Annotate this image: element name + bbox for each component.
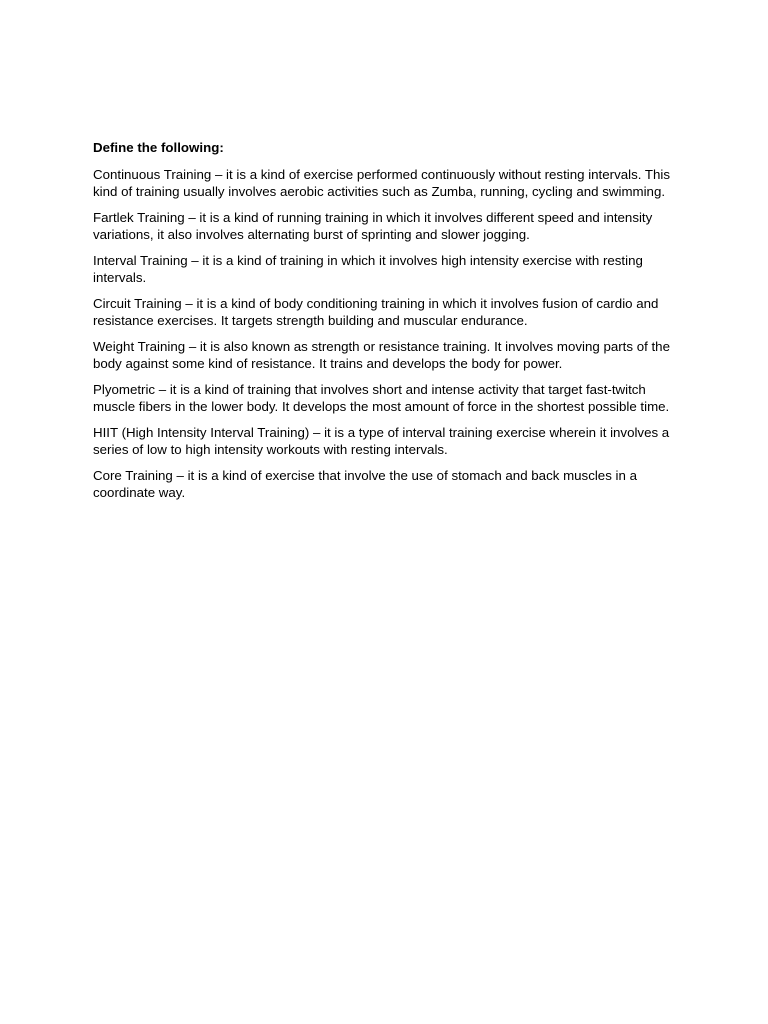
definition-plyometric: Plyometric – it is a kind of training that involves short and intense activity that target fast-twitch muscle fibers in the lower body. It develops the most amount of force in the shortest possible time.: [93, 382, 670, 414]
definition-fartlek-training: Fartlek Training – it is a kind of running training in which it involves different speed and intensity variations, it also involves alternating burst of sprinting and slower jogging.: [93, 210, 653, 242]
document-body: [93, 139, 683, 510]
definition-core-training: Core Training – it is a kind of exercise that involve the use of stomach and back muscles in a coordinate way.: [93, 468, 637, 500]
definition-interval-training: Interval Training – it is a kind of training in which it involves high intensity exercise with resting intervals.: [93, 253, 643, 285]
definition-hiit: HIIT (High Intensity Interval Training) – it is a type of interval training exercise wherein it involves a series of low to high intensity workouts with resting intervals.: [93, 425, 670, 457]
definition-weight-training: Weight Training – it is also known as strength or resistance training. It involves moving parts of the body against some kind of resistance. It trains and develops the body for power.: [93, 339, 670, 371]
definition-continuous-training: Continuous Training – it is a kind of exercise performed continuously without resting intervals. This kind of training usually involves aerobic activities such as Zumba, running, cycling and swimming.: [93, 167, 670, 199]
document-heading: Define the following:: [93, 140, 224, 155]
definition-circuit-training: Circuit Training – it is a kind of body conditioning training in which it involves fusion of cardio and resistance exercises. It targets strength building and muscular endurance.: [93, 296, 659, 328]
